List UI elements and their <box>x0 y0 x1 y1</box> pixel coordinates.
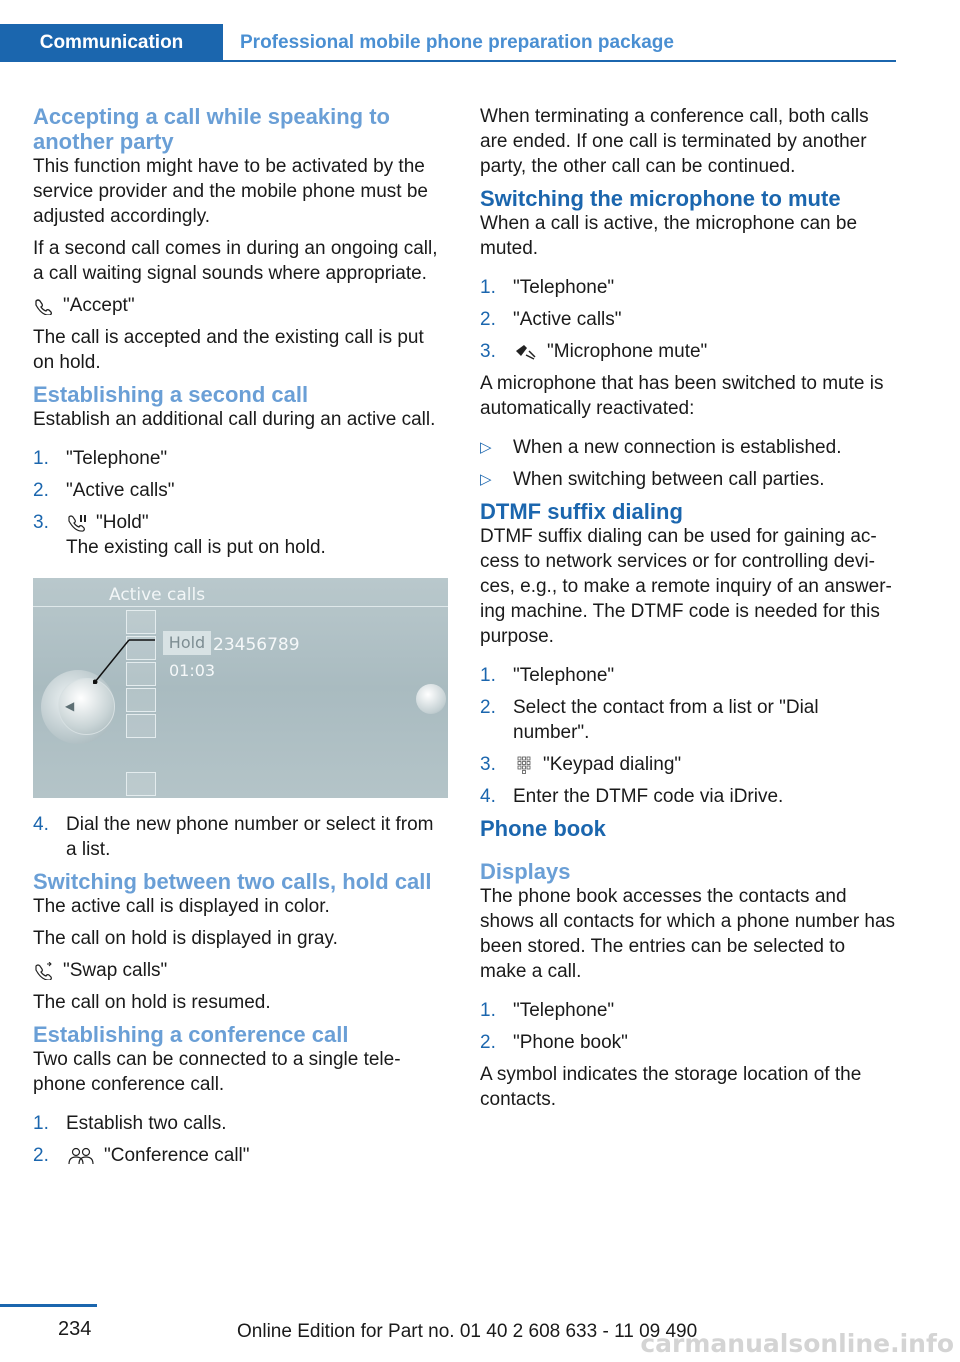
list-item <box>480 307 896 332</box>
step-text: Enter the DTMF code via iDrive. <box>513 786 784 807</box>
paragraph: Establish an additional call during an active call. <box>33 409 436 430</box>
step-number: 3. <box>480 754 496 775</box>
bullets-mute <box>480 435 896 492</box>
steps-dtmf <box>480 663 896 809</box>
page-number: 234 <box>58 1318 92 1340</box>
heading-accepting-call: Accepting a call while speaking to another party <box>33 104 390 154</box>
heading-phone-book: Phone book <box>480 816 606 841</box>
keypad-icon <box>513 756 535 774</box>
step-number: 1. <box>480 1000 496 1021</box>
footer-rule <box>0 1304 97 1307</box>
step-text: Establish two calls. <box>66 1113 227 1134</box>
list-item <box>480 998 896 1023</box>
heading-conference-call: Establishing a conference call <box>33 1022 349 1047</box>
heading-switching-calls: Switching between two calls, hold call <box>33 869 432 894</box>
heading-microphone-mute: Switching the microphone to mute <box>480 186 841 211</box>
list-item <box>33 478 449 503</box>
step-number: 1. <box>33 1113 49 1134</box>
list-item <box>33 510 449 560</box>
steps-phone-book <box>480 998 896 1055</box>
list-item <box>480 784 896 809</box>
screen-hold-label: Hold <box>163 631 211 655</box>
bullet-text: When switching between call parties. <box>513 469 825 490</box>
edition-text: Online Edition for Part no. 01 40 2 608 633 - 11 09 490 <box>237 1321 698 1342</box>
left-column <box>33 104 449 1175</box>
list-item <box>480 663 896 688</box>
paragraph: The call on hold is resumed. <box>33 992 271 1013</box>
microphone-mute-icon <box>513 343 539 361</box>
section-tab-communication[interactable]: Communication <box>0 24 223 62</box>
step-number: 1. <box>480 665 496 686</box>
step-text: Dial the new phone number or select it from a list. <box>66 814 434 860</box>
heading-second-call: Establishing a second call <box>33 382 309 407</box>
step-text: "Microphone mute" <box>547 341 708 362</box>
list-item <box>480 339 896 364</box>
list-item <box>33 446 449 471</box>
conference-call-icon <box>66 1147 96 1165</box>
step-command <box>513 752 896 777</box>
bullet-text: When a new connection is established. <box>513 437 842 458</box>
paragraph: This function might have to be activated by the service provider and the mobile phone must be adjusted accordingly. <box>33 156 429 227</box>
step-number: 3. <box>33 512 49 533</box>
step-number: 2. <box>480 309 496 330</box>
step-text: "Telephone" <box>66 448 168 469</box>
screen-title: Active calls <box>109 585 206 605</box>
list-item <box>480 275 896 300</box>
list-item <box>480 752 896 777</box>
list-item <box>480 435 896 460</box>
screen-end-call-icon <box>126 772 156 796</box>
right-column <box>480 104 896 1119</box>
paragraph: Two calls can be connected to a single tele‐phone conference call. <box>33 1049 401 1095</box>
step-number: 3. <box>480 341 496 362</box>
bullet-triangle-icon: ▷ <box>480 471 492 488</box>
page-header <box>0 24 896 62</box>
step-text: "Active calls" <box>513 309 622 330</box>
list-item <box>33 812 449 862</box>
step-command <box>513 339 896 364</box>
step-text: "Conference call" <box>104 1145 250 1166</box>
heading-displays: Displays <box>480 859 571 884</box>
paragraph: DTMF suffix dialing can be used for gaining ac‐cess to network services or for controlling devi‐ces, e.g., to make a remote inquiry of an answer‐ing machine. The DTMF code is needed for this purpose. <box>480 526 892 647</box>
list-item <box>480 467 896 492</box>
step-text: "Phone book" <box>513 1032 628 1053</box>
command-accept <box>33 293 449 318</box>
step-command <box>66 1143 449 1168</box>
step-text: "Telephone" <box>513 665 615 686</box>
step-subtext: The existing call is put on hold. <box>66 537 326 558</box>
paragraph: If a second call comes in during an ongoing call, a call waiting signal sounds where appropriate. <box>33 238 438 284</box>
idrive-screenshot <box>33 578 448 798</box>
screen-accept-icon <box>126 610 156 634</box>
step-number: 2. <box>33 480 49 501</box>
step-number: 2. <box>480 697 496 718</box>
heading-dtmf: DTMF suffix dialing <box>480 499 683 524</box>
steps-mute <box>480 275 896 364</box>
step-text: Select the contact from a list or "Dial number". <box>513 697 819 743</box>
list-item <box>33 1143 449 1168</box>
step-number: 4. <box>480 786 496 807</box>
step-text: "Telephone" <box>513 277 615 298</box>
phone-hold-icon <box>66 514 88 532</box>
watermark: carmanualsonline.info <box>640 1329 954 1358</box>
step-text: "Hold" <box>96 512 149 533</box>
subsection-title: Professional mobile phone preparation package <box>240 32 674 53</box>
steps-conference <box>33 1111 449 1168</box>
step-command <box>66 510 449 535</box>
command-text: "Swap calls" <box>63 960 168 981</box>
command-text: "Accept" <box>63 295 135 316</box>
step-number: 1. <box>480 277 496 298</box>
command-swap <box>33 958 449 983</box>
paragraph: When terminating a conference call, both calls are ended. If one call is terminated by another party, the other call can be continued. <box>480 106 869 177</box>
step-number: 4. <box>33 814 49 835</box>
screen-divider <box>33 606 448 607</box>
step-number: 2. <box>480 1032 496 1053</box>
paragraph: When a call is active, the microphone can be muted. <box>480 213 858 259</box>
list-item <box>33 1111 449 1136</box>
bullet-triangle-icon: ▷ <box>480 439 492 456</box>
phone-accept-icon <box>33 297 55 315</box>
screen-conference-icon <box>126 714 156 738</box>
paragraph: A symbol indicates the storage location of the contacts. <box>480 1064 862 1110</box>
screen-keypad-icon <box>126 688 156 712</box>
pointer-line <box>93 636 157 684</box>
paragraph: A microphone that has been switched to mute is automatically reactivated: <box>480 373 884 419</box>
step-text: "Active calls" <box>66 480 175 501</box>
steps-second-call <box>33 446 449 560</box>
list-item <box>480 1030 896 1055</box>
step-text: "Keypad dialing" <box>543 754 682 775</box>
right-controller-icon <box>416 684 446 714</box>
swap-calls-icon <box>33 962 55 980</box>
list-item <box>480 695 896 745</box>
arrow-left-icon: ◀ <box>65 699 75 713</box>
paragraph: The active call is displayed in color. <box>33 896 330 917</box>
paragraph: The call on hold is displayed in gray. <box>33 928 338 949</box>
step-text: "Telephone" <box>513 1000 615 1021</box>
paragraph: The phone book accesses the contacts and shows all contacts for which a phone number has been stored. The entries can be selected to make a call. <box>480 886 896 982</box>
step-number: 2. <box>33 1145 49 1166</box>
paragraph: The call is accepted and the existing call is put on hold. <box>33 327 424 373</box>
screen-phone-number: 23456789 <box>213 635 300 655</box>
steps-second-call-continued <box>33 812 449 862</box>
screen-call-time: 01:03 <box>169 661 216 680</box>
header-rule <box>223 60 896 62</box>
step-number: 1. <box>33 448 49 469</box>
